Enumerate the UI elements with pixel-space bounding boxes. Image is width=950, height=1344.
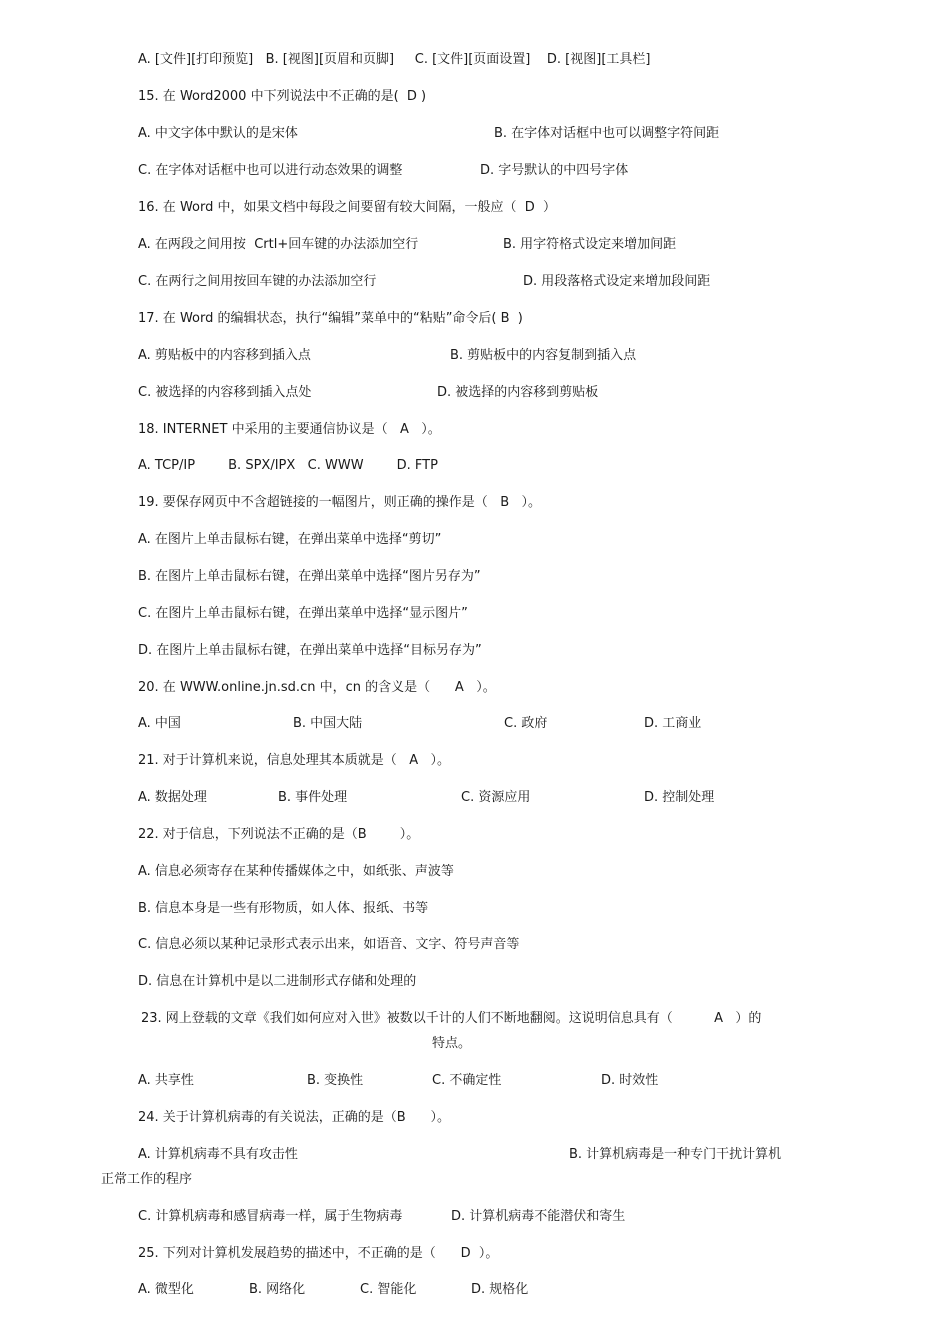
- option-25-a: A. 微型化: [138, 1282, 194, 1297]
- option-25-d: D. 规格化: [471, 1282, 529, 1297]
- question-23-continued: 特点。: [432, 1036, 472, 1051]
- option-16-c: C. 在两行之间用按回车键的办法添加空行: [138, 274, 377, 289]
- option-15-c: C. 在字体对话框中也可以进行动态效果的调整: [138, 163, 403, 178]
- option-20-c: C. 政府: [504, 716, 548, 731]
- option-23-d: D. 时效性: [601, 1073, 659, 1088]
- question-22: 22. 对于信息，下列说法不正确的是（B ）。: [138, 827, 420, 842]
- option-25-c: C. 智能化: [360, 1282, 417, 1297]
- question-25: 25. 下列对计算机发展趋势的描述中，不正确的是（ D ）。: [138, 1246, 499, 1261]
- option-24-b: B. 计算机病毒是一种专门干扰计算机: [569, 1147, 782, 1162]
- option-22-d: D. 信息在计算机中是以二进制形式存储和处理的: [138, 974, 417, 989]
- option-17-b: B. 剪贴板中的内容复制到插入点: [450, 348, 637, 363]
- option-22-c: C. 信息必须以某种记录形式表示出来，如语音、文字、符号声音等: [138, 937, 520, 952]
- option-23-c: C. 不确定性: [432, 1073, 502, 1088]
- options-18: A. TCP/IP B. SPX/IPX C. WWW D. FTP: [138, 458, 438, 473]
- option-16-a: A. 在两段之间用按 Crtl+回车键的办法添加空行: [138, 237, 419, 252]
- question-19: 19. 要保存网页中不含超链接的一幅图片，则正确的操作是（ B ）。: [138, 495, 542, 510]
- question-23: 23. 网上登载的文章《我们如何应对入世》被数以千计的人们不断地翻阅。这说明信息具有（ A ）的: [141, 1011, 762, 1026]
- option-17-d: D. 被选择的内容移到剪贴板: [437, 385, 599, 400]
- option-21-d: D. 控制处理: [644, 790, 715, 805]
- option-20-a: A. 中国: [138, 716, 181, 731]
- question-15: 15. 在 Word2000 中下列说法中不正确的是( D ): [138, 89, 427, 104]
- option-19-b: B. 在图片上单击鼠标右键，在弹出菜单中选择“图片另存为”: [138, 569, 481, 584]
- option-21-c: C. 资源应用: [461, 790, 531, 805]
- option-19-d: D. 在图片上单击鼠标右键，在弹出菜单中选择“目标另存为”: [138, 643, 482, 658]
- question-18: 18. INTERNET 中采用的主要通信协议是（ A ）。: [138, 422, 441, 437]
- option-22-a: A. 信息必须寄存在某种传播媒体之中，如纸张、声波等: [138, 864, 454, 879]
- option-19-c: C. 在图片上单击鼠标右键，在弹出菜单中选择“显示图片”: [138, 606, 468, 621]
- option-16-b: B. 用字符格式设定来增加间距: [503, 237, 677, 252]
- option-15-a: A. 中文字体中默认的是宋体: [138, 126, 298, 141]
- option-17-c: C. 被选择的内容移到插入点处: [138, 385, 312, 400]
- option-20-b: B. 中国大陆: [293, 716, 363, 731]
- question-21: 21. 对于计算机来说，信息处理其本质就是（ A ）。: [138, 753, 450, 768]
- question-20: 20. 在 WWW.online.jn.sd.cn 中，cn 的含义是（ A ）。: [138, 680, 496, 695]
- option-25-b: B. 网络化: [249, 1282, 306, 1297]
- option-19-a: A. 在图片上单击鼠标右键，在弹出菜单中选择“剪切”: [138, 532, 442, 547]
- question-24: 24. 关于计算机病毒的有关说法，正确的是（B ）。: [138, 1110, 451, 1125]
- option-24-c: C. 计算机病毒和感冒病毒一样，属于生物病毒: [138, 1209, 403, 1224]
- option-15-b: B. 在字体对话框中也可以调整字符间距: [494, 126, 720, 141]
- option-16-d: D. 用段落格式设定来增加段间距: [523, 274, 711, 289]
- option-21-b: B. 事件处理: [278, 790, 348, 805]
- question-16: 16. 在 Word 中，如果文档中每段之间要留有较大间隔，一般应（ D ）: [138, 200, 557, 215]
- option-21-a: A. 数据处理: [138, 790, 207, 805]
- question-17: 17. 在 Word 的编辑状态，执行“编辑”菜单中的“粘贴”命令后( B ): [138, 311, 523, 326]
- option-24-d: D. 计算机病毒不能潜伏和寄生: [451, 1209, 626, 1224]
- option-24-a: A. 计算机病毒不具有攻击性: [138, 1147, 298, 1162]
- option-20-d: D. 工商业: [644, 716, 702, 731]
- option-23-b: B. 变换性: [307, 1073, 364, 1088]
- option-23-a: A. 共享性: [138, 1073, 194, 1088]
- option-24-b-continued: 正常工作的程序: [101, 1172, 193, 1187]
- option-17-a: A. 剪贴板中的内容移到插入点: [138, 348, 311, 363]
- answer-options-14: A. [文件][打印预览] B. [视图][页眉和页脚] C. [文件][页面设置] D. [视图][工具栏]: [138, 52, 651, 67]
- option-15-d: D. 字号默认的中四号字体: [480, 163, 629, 178]
- option-22-b: B. 信息本身是一些有形物质，如人体、报纸、书等: [138, 901, 429, 916]
